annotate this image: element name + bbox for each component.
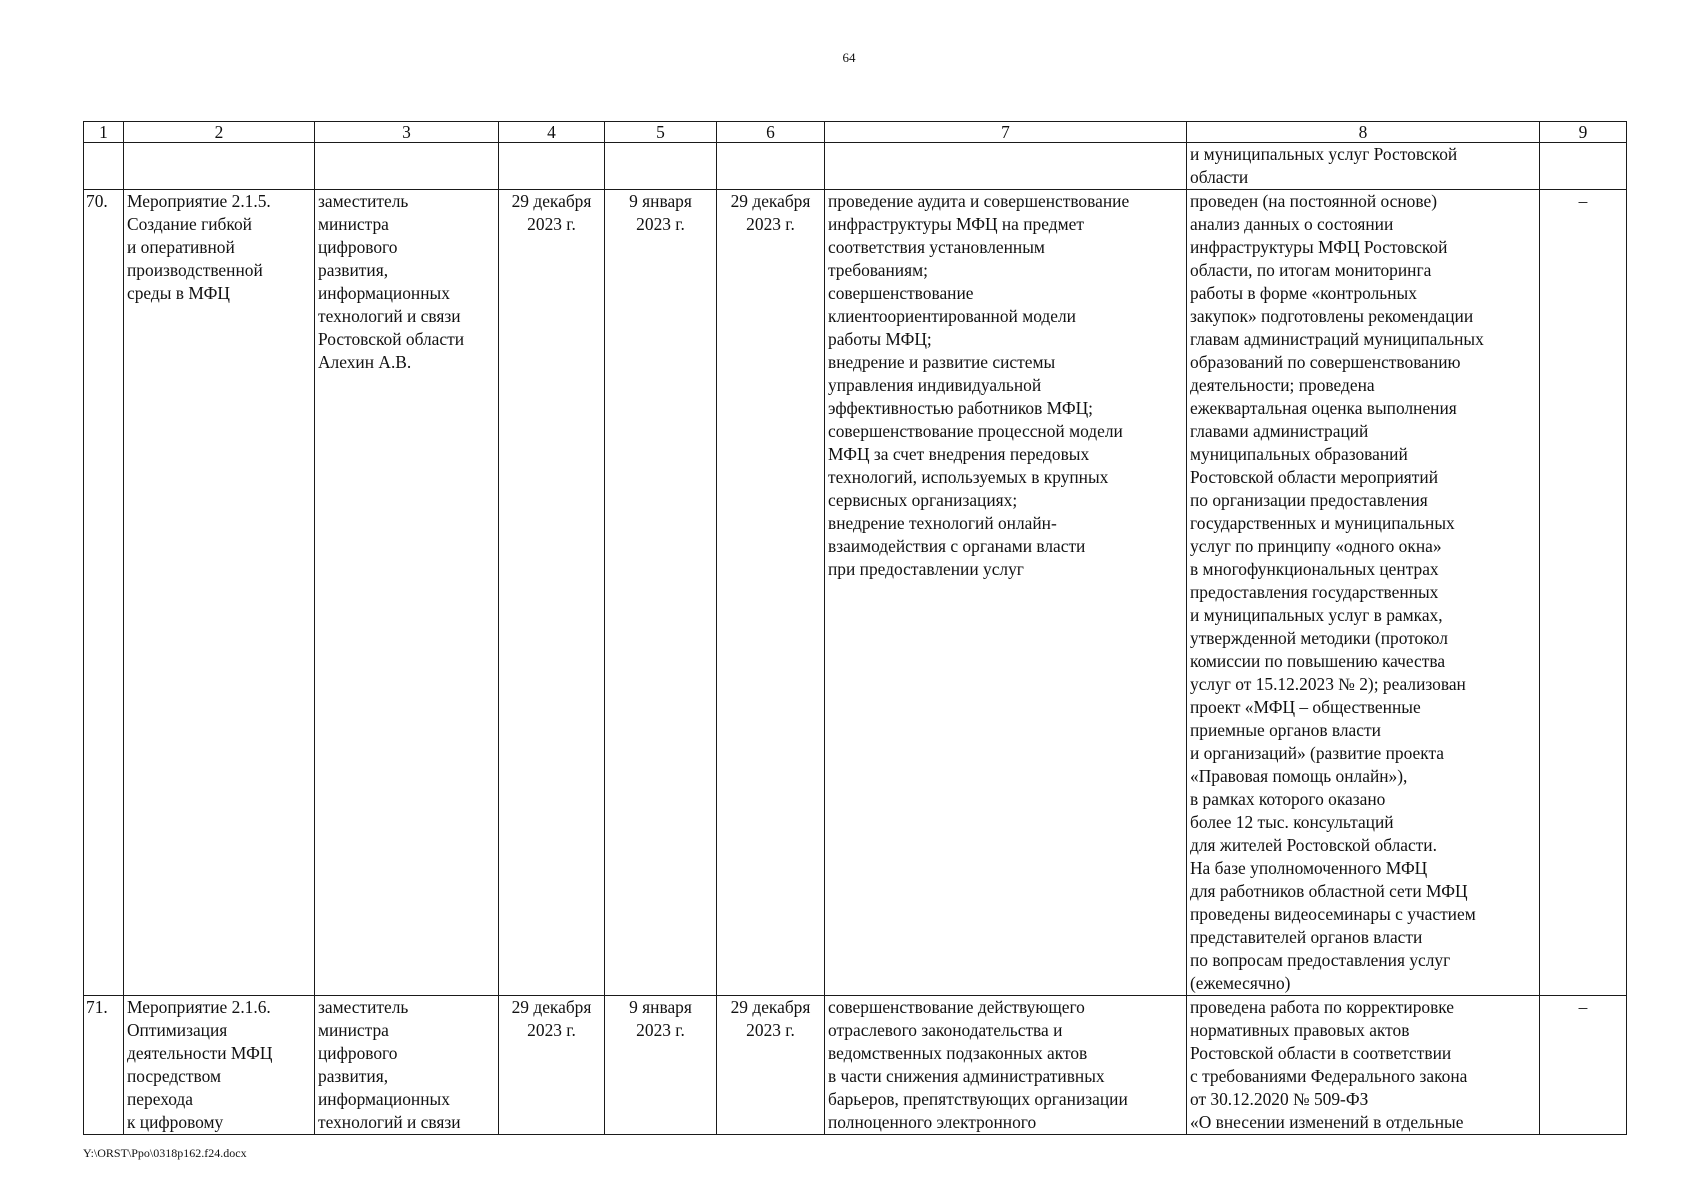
- column-header: 6: [717, 122, 825, 143]
- actual-result-cell: проведена работа по корректировке нормативных правовых актов Ростовской области в соответствии с требованиями Федерального закона от 30.12.2020 № 509-ФЗ «О внесении изменений в отдельные: [1187, 996, 1540, 1135]
- expected-result-cell: совершенствование действующего отраслевого законодательства и ведомственных подзаконных актов в части снижения административных барьеров, препятствующих организации полноценного электронного: [825, 996, 1187, 1135]
- table-cell: [1540, 143, 1627, 190]
- table-header-row: [84, 122, 1627, 143]
- responsible-person-cell: заместитель министра цифрового развития, информационных технологий и связи: [315, 996, 499, 1135]
- table-cell: [499, 143, 605, 190]
- planned-date-cell: 29 декабря 2023 г.: [499, 996, 605, 1135]
- notes-cell: –: [1540, 996, 1627, 1135]
- activity-name-cell: Мероприятие 2.1.5. Создание гибкой и оперативной производственной среды в МФЦ: [124, 190, 315, 996]
- actual-result-cell: проведен (на постоянной основе) анализ данных о состоянии инфраструктуры МФЦ Ростовской области, по итогам мониторинга работы в форме «контрольных закупок» подготовлены рекомендации главам администраций муниципальных образований по совершенствованию деятельности; проведена ежеквартальная оценка выполнения главами администраций муниципальных образований Ростовской области мероприятий по организации предоставления государственных и муниципальных услуг по принципу «одного окна» в многофункциональных центрах предоставления государственных и муниципальных услуг в рамках, утвержденной методики (протокол комиссии по повышению качества услуг от 15.12.2023 № 2); реализован проект «МФЦ – общественные приемные органов власти и организаций» (развитие проекта «Правовая помощь онлайн»), в рамках которого оказано более 12 тыс. консультаций для жителей Ростовской области. На базе уполномоченного МФЦ для работников областной сети МФЦ проведены видеосеминары с участием представителей органов власти по вопросам предоставления услуг (ежемесячно): [1187, 190, 1540, 996]
- column-header: 9: [1540, 122, 1627, 143]
- row-number-cell: 70.: [84, 190, 124, 996]
- result-cell: и муниципальных услуг Ростовской области: [1187, 143, 1540, 190]
- column-header: 8: [1187, 122, 1540, 143]
- table-cell: [84, 143, 124, 190]
- column-header: 1: [84, 122, 124, 143]
- table-cell: [605, 143, 717, 190]
- report-table: [83, 121, 1627, 1135]
- column-header: 7: [825, 122, 1187, 143]
- planned-date-cell: 29 декабря 2023 г.: [499, 190, 605, 996]
- table-cell: [315, 143, 499, 190]
- notes-cell: –: [1540, 190, 1627, 996]
- start-date-cell: 9 января 2023 г.: [605, 190, 717, 996]
- page-number: 64: [842, 50, 856, 65]
- document-path-footer: Y:\ORST\Ppo\0318p162.f24.docx: [83, 1146, 247, 1160]
- column-header: 5: [605, 122, 717, 143]
- expected-result-cell: проведение аудита и совершенствование инфраструктуры МФЦ на предмет соответствия установленным требованиям; совершенствование клиентоориентированной модели работы МФЦ; внедрение и развитие системы управления индивидуальной эффективностью работников МФЦ; совершенствование процессной модели МФЦ за счет внедрения передовых технологий, используемых в крупных сервисных организациях; внедрение технологий онлайн- взаимодействия с органами власти при предоставлении услуг: [825, 190, 1187, 996]
- column-header: 3: [315, 122, 499, 143]
- table-row: [84, 996, 1627, 1135]
- table-cell: [825, 143, 1187, 190]
- column-header: 4: [499, 122, 605, 143]
- activity-name-cell: Мероприятие 2.1.6. Оптимизация деятельности МФЦ посредством перехода к цифровому: [124, 996, 315, 1135]
- column-header: 2: [124, 122, 315, 143]
- end-date-cell: 29 декабря 2023 г.: [717, 190, 825, 996]
- end-date-cell: 29 декабря 2023 г.: [717, 996, 825, 1135]
- table-cell: [717, 143, 825, 190]
- responsible-person-cell: заместитель министра цифрового развития, информационных технологий и связи Ростовской области Алехин А.В.: [315, 190, 499, 996]
- table-row: [84, 190, 1627, 996]
- start-date-cell: 9 января 2023 г.: [605, 996, 717, 1135]
- row-number-cell: 71.: [84, 996, 124, 1135]
- table-cell: [124, 143, 315, 190]
- table-row-continuation: [84, 143, 1627, 190]
